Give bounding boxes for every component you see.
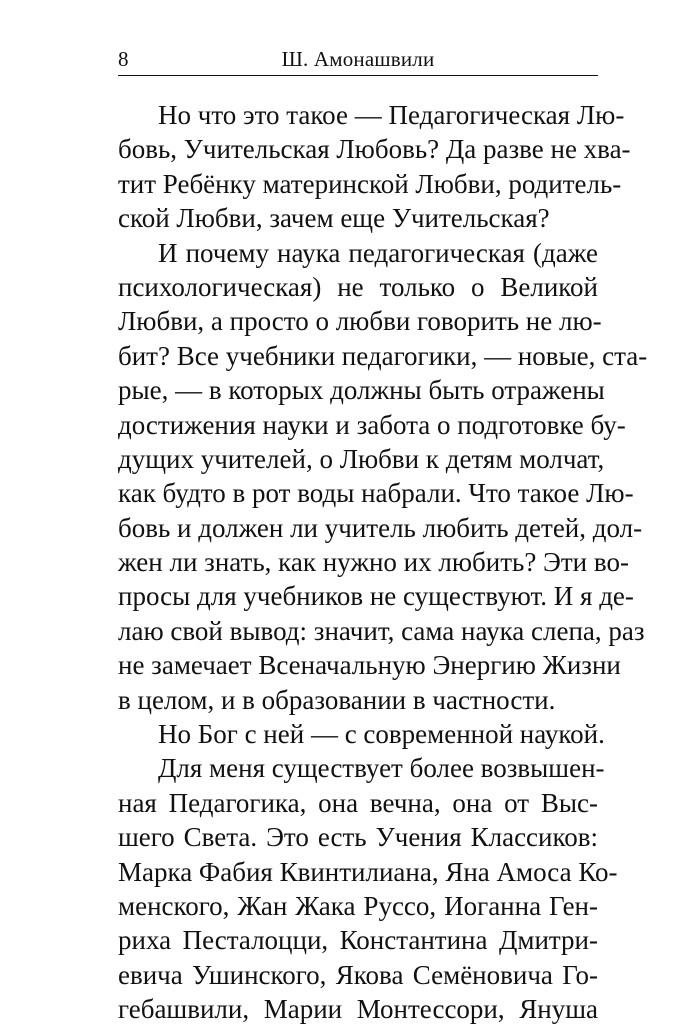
text-line: дущих учителей, о Любви к детям молчат, bbox=[118, 443, 605, 474]
header-rule bbox=[118, 75, 598, 76]
text-line: в целом, и в образовании в частности. bbox=[118, 684, 556, 715]
text-line: не замечает Всеначальную Энергию Жизни bbox=[118, 650, 621, 681]
text-line: достижения науки и забота о подготовке бу- bbox=[118, 409, 626, 440]
text-line: ской Любви, зачем еще Учительская? bbox=[118, 203, 550, 234]
text-line: менского, Жан Жака Руссо, Иоганна Ген- bbox=[118, 890, 598, 921]
text-line: лаю свой вывод: значит, сама наука слепа, раз bbox=[118, 615, 645, 646]
text-line: Но Бог с ней — с современной наукой. bbox=[158, 719, 605, 750]
text-line: бовь и должен ли учитель любить детей, дол- bbox=[118, 512, 643, 543]
text-line: риха Песталоцци, Константина Дмитри- bbox=[118, 925, 598, 956]
text-line: И почему наука педагогическая (даже bbox=[158, 237, 598, 268]
running-head-author: Ш. Амонашвили bbox=[281, 47, 435, 71]
text-line: бит? Все учебники педагогики, — новые, ста- bbox=[118, 340, 648, 371]
text-line: Для меня существует более возвышен- bbox=[158, 753, 605, 784]
text-line: рые, — в которых должны быть отражены bbox=[118, 375, 605, 406]
body-text bbox=[118, 98, 648, 1027]
text-line: Любви, а просто о любви говорить не лю- bbox=[118, 306, 602, 337]
text-line: жен ли знать, как нужно их любить? Эти во- bbox=[118, 547, 629, 578]
text-line: гебашвили, Марии Монтессори, Януша bbox=[118, 994, 598, 1025]
text-line: ная Педагогика, она вечна, она от Выс- bbox=[118, 787, 598, 818]
text-line: тит Ребёнку материнской Любви, родитель- bbox=[118, 168, 622, 199]
text-line: евича Ушинского, Якова Семёновича Го- bbox=[118, 959, 598, 990]
text-line: психологическая) не только о Великой bbox=[118, 271, 598, 302]
text-line: Но что это такое — Педагогическая Лю- bbox=[158, 100, 625, 130]
text-line: как будто в рот воды набрали. Что такое Лю- bbox=[118, 478, 634, 509]
text-line: бовь, Учительская Любовь? Да разве не хва- bbox=[118, 134, 631, 165]
text-line: просы для учебников не существуют. И я де- bbox=[118, 581, 634, 612]
page-number: 8 bbox=[118, 47, 129, 71]
page-header bbox=[118, 46, 598, 76]
text-line: Марка Фабия Квинтилиана, Яна Амоса Ко- bbox=[118, 856, 618, 887]
text-line: шего Света. Это есть Учения Классиков: bbox=[118, 822, 598, 853]
